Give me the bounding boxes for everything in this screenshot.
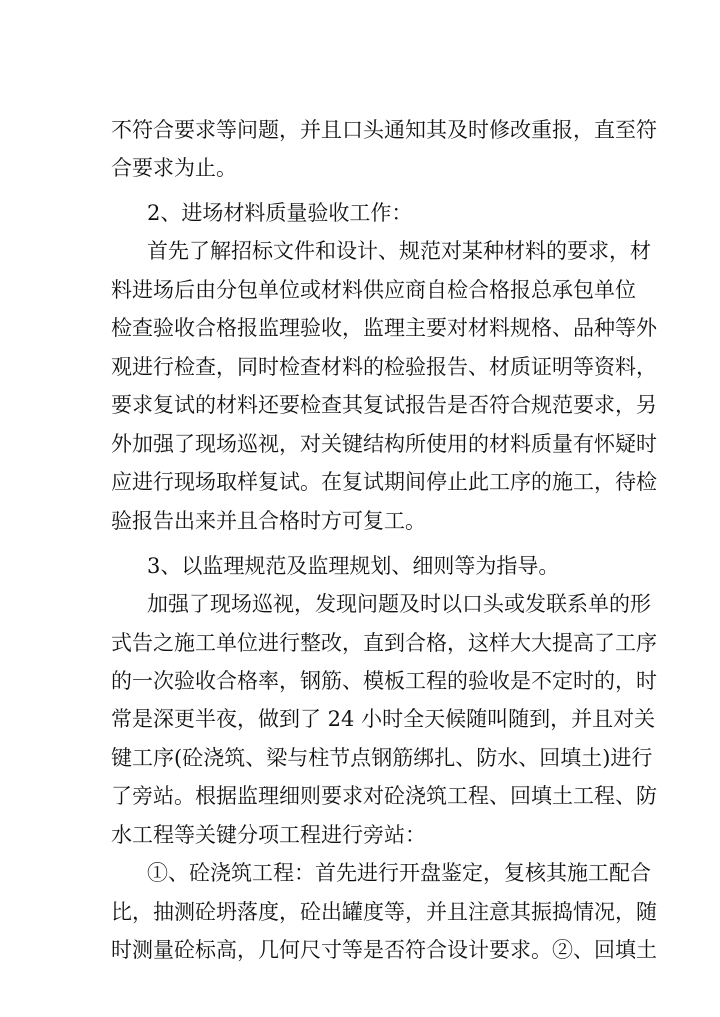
text-line: 应进行现场取样复试。在复试期间停止此工序的施工，待检: [111, 470, 657, 494]
section-heading: 3、以监理规范及监理规划、细则等为指导。: [147, 554, 560, 578]
text-line: 水工程等关键分项工程进行旁站：: [111, 823, 426, 847]
text-line: 式告之施工单位进行整改，直到合格，这样大大提高了工序: [111, 631, 657, 655]
text-line: 了旁站。根据监理细则要求对砼浇筑工程、回填土工程、防: [111, 784, 657, 808]
text-line: 时测量砼标高，几何尺寸等是否符合设计要求。②、回填土: [111, 938, 657, 962]
text-line: 观进行检查，同时检查材料的检验报告、材质证明等资料，: [111, 355, 657, 379]
text-line: 首先了解招标文件和设计、规范对某种材料的要求，材: [147, 239, 651, 263]
text-line: 键工序(砼浇筑、梁与柱节点钢筋绑扎、防水、回填土)进行: [111, 746, 653, 770]
text-line: 不符合要求等问题，并且口头通知其及时修改重报，直至符: [111, 118, 657, 142]
text-line: 检查验收合格报监理验收，监理主要对材料规格、品种等外: [111, 316, 657, 340]
text-line: ①、砼浇筑工程：首先进行开盘鉴定，复核其施工配合: [147, 861, 651, 885]
text-line: 合要求为止。: [111, 156, 237, 180]
text-line: 的一次验收合格率，钢筋、模板工程的验收是不定时的，时: [111, 669, 657, 693]
text-line: 比，抽测砼坍落度，砼出罐度等，并且注意其振捣情况，随: [111, 900, 657, 924]
text-line: 验报告出来并且合格时方可复工。: [111, 509, 426, 533]
text-line: 常是深更半夜，做到了 24 小时全天候随叫随到，并且对关: [111, 707, 656, 731]
text-line: 料进场后由分包单位或材料供应商自检合格报总承包单位: [111, 278, 636, 302]
text-line: 要求复试的材料还要检查其复试报告是否符合规范要求，另: [111, 393, 657, 417]
text-line: 外加强了现场巡视，对关键结构所使用的材料质量有怀疑时: [111, 432, 657, 456]
text-line: 加强了现场巡视，发现问题及时以口头或发联系单的形: [147, 592, 651, 616]
section-heading: 2、进场材料质量验收工作：: [147, 201, 413, 225]
